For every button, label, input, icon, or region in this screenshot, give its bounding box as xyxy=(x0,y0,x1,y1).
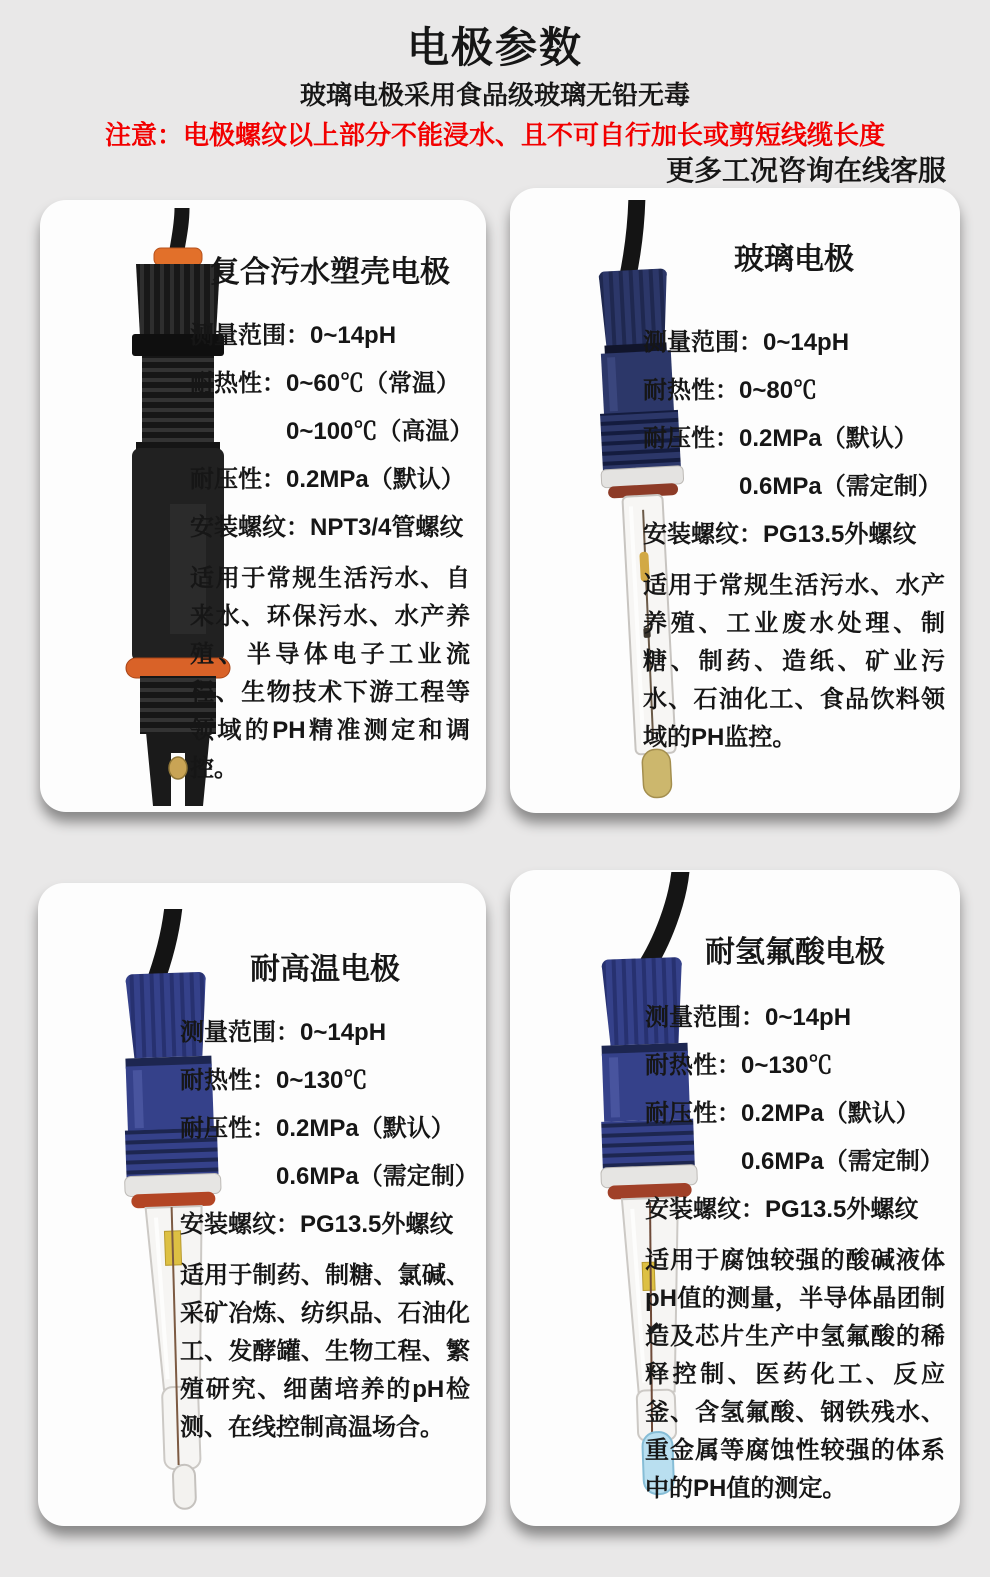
spec-measure-range: 测量范围：0~14pH xyxy=(190,322,397,349)
product-description: 适用于常规生活污水、自来水、环保污水、水产养殖、半导体电子工业流程、生物技术下游工程等领域的PH精准测定和调控。 xyxy=(190,565,470,782)
spec-mounting-thread: 安装螺纹：PG13.5外螺纹 xyxy=(180,1211,454,1238)
spec-heat-resistance: 耐热性：0~60℃（常温） xyxy=(190,370,461,397)
product-title: 复合污水塑壳电极 xyxy=(210,256,450,289)
warning-note: 注意：电极螺纹以上部分不能浸水、且不可自行加长或剪短线缆长度 xyxy=(104,120,885,150)
product-card-hydrofluoric-acid xyxy=(510,870,960,1526)
spec-pressure-resistance: 耐压性：0.2MPa（默认） xyxy=(190,466,465,493)
product-card-high-temperature xyxy=(38,883,486,1526)
product-description: 适用于制药、制糖、氯碱、采矿冶炼、纺织品、石油化工、发酵罐、生物工程、繁殖研究、细菌培养的pH检测、在线控制高温场合。 xyxy=(180,1262,470,1441)
spec-heat-resistance: 耐热性：0~80℃ xyxy=(643,377,818,404)
spec-pressure-resistance: 耐压性：0.2MPa（默认） xyxy=(180,1115,455,1142)
spec-pressure-resistance-2: 0.6MPa（需定制） xyxy=(741,1148,944,1175)
product-title: 玻璃电极 xyxy=(734,243,854,276)
service-note: 更多工况咨询在线客服 xyxy=(665,155,946,186)
product-card-composite-sewage xyxy=(40,200,486,812)
product-description: 适用于常规生活污水、水产养殖、工业废水处理、制糖、制药、造纸、矿业污水、石油化工、食品饮料领域的PH监控。 xyxy=(643,572,945,751)
spec-mounting-thread: 安装螺纹：PG13.5外螺纹 xyxy=(645,1196,919,1223)
product-title: 耐高温电极 xyxy=(250,953,400,986)
page-subtitle: 玻璃电极采用食品级玻璃无铅无毒 xyxy=(299,80,690,110)
product-card-glass-electrode xyxy=(510,188,960,813)
spec-mounting-thread: 安装螺纹：NPT3/4管螺纹 xyxy=(190,514,464,541)
spec-heat-resistance: 耐热性：0~130℃ xyxy=(180,1067,368,1094)
spec-pressure-resistance: 耐压性：0.2MPa（默认） xyxy=(643,425,918,452)
page-title: 电极参数 xyxy=(406,24,583,71)
spec-heat-resistance-2: 0~100℃（高温） xyxy=(286,418,474,445)
spec-pressure-resistance: 耐压性：0.2MPa（默认） xyxy=(645,1100,920,1127)
spec-measure-range: 测量范围：0~14pH xyxy=(645,1004,852,1031)
spec-heat-resistance: 耐热性：0~130℃ xyxy=(645,1052,833,1079)
spec-measure-range: 测量范围：0~14pH xyxy=(643,329,850,356)
spec-pressure-resistance-2: 0.6MPa（需定制） xyxy=(739,473,942,500)
product-title: 耐氢氟酸电极 xyxy=(705,936,885,969)
spec-mounting-thread: 安装螺纹：PG13.5外螺纹 xyxy=(643,521,917,548)
spec-measure-range: 测量范围：0~14pH xyxy=(180,1019,387,1046)
product-description: 适用于腐蚀较强的酸碱液体pH值的测量，半导体晶团制造及芯片生产中氢氟酸的稀释控制、医药化工、反应釜、含氢氟酸、钢铁残水、重金属等腐蚀性较强的体系中的PH值的测定。 xyxy=(645,1247,945,1502)
spec-pressure-resistance-2: 0.6MPa（需定制） xyxy=(276,1163,479,1190)
